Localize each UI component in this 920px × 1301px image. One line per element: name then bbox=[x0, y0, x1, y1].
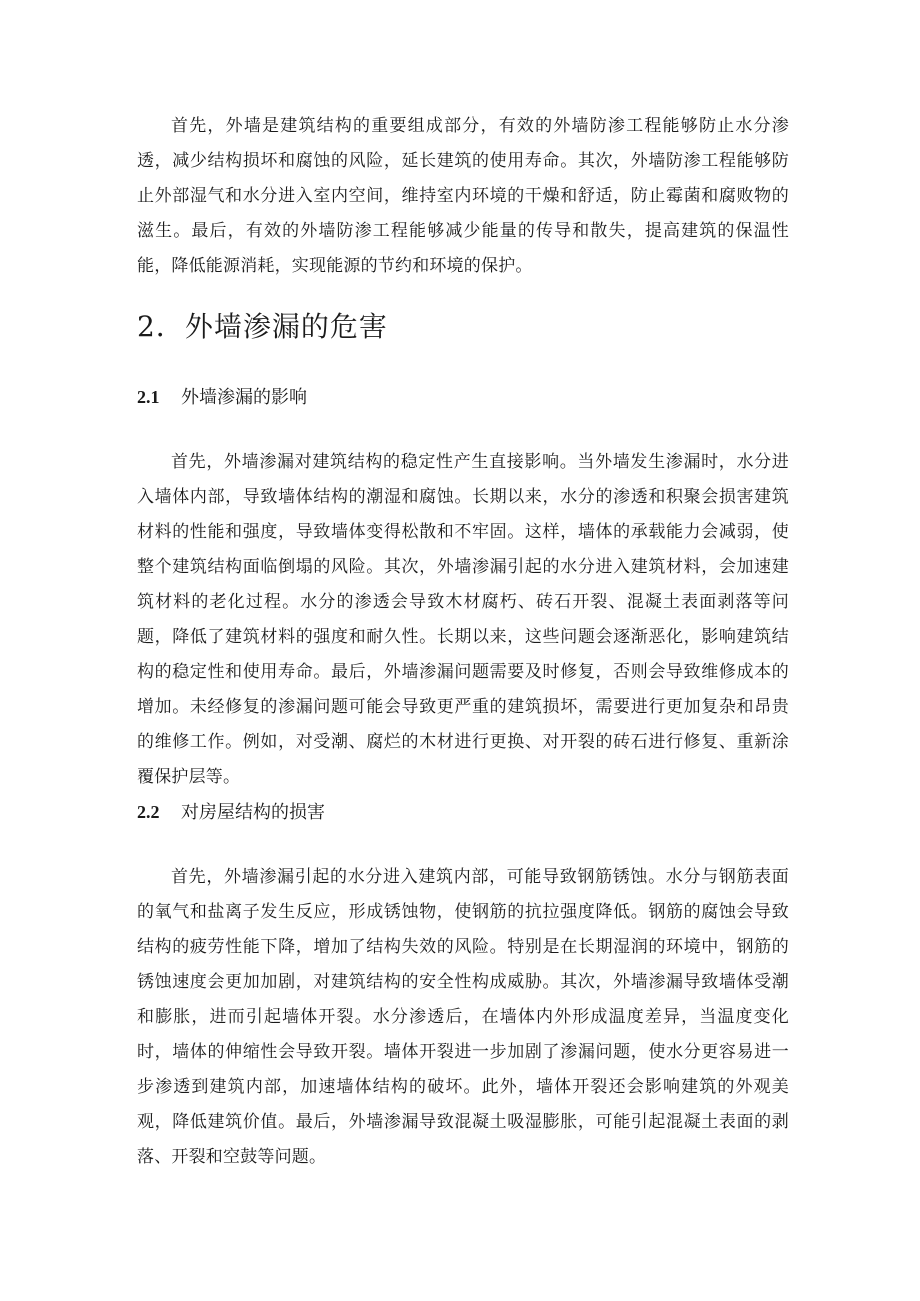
section-2-2-title: 对房屋结构的损害 bbox=[181, 802, 325, 823]
intro-paragraph: 首先，外墙是建筑结构的重要组成部分，有效的外墙防渗工程能够防止水分渗透，减少结构损坏和腐蚀的风险，延长建筑的使用寿命。其次，外墙防渗工程能够防止外部湿气和水分进入室内空间，维持室内环境的干燥和舒适，防止霉菌和腐败物的滋生。最后，有效的外墙防渗工程能够减少能量的传导和散失，提高建筑的保温性能，降低能源消耗，实现能源的节约和环境的保护。 bbox=[137, 116, 789, 276]
section-2-1-paragraph: 首先，外墙渗漏对建筑结构的稳定性产生直接影响。当外墙发生渗漏时，水分进入墙体内部，导致墙体结构的潮湿和腐蚀。长期以来，水分的渗透和积聚会损害建筑材料的性能和强度，导致墙体变得松散和不牢固。这样，墙体的承载能力会减弱，使整个建筑结构面临倒塌的风险。其次，外墙渗漏引起的水分进入建筑材料，会加速建筑材料的老化过程。水分的渗透会导致木材腐朽、砖石开裂、混凝土表面剥落等问题，降低了建筑材料的强度和耐久性。长期以来，这些问题会逐渐恶化，影响建筑结构的稳定性和使用寿命。最后，外墙渗漏问题需要及时修复，否则会导致维修成本的增加。未经修复的渗漏问题可能会导致更严重的建筑损坏，需要进行更加复杂和昂贵的维修工作。例如，对受潮、腐烂的木材进行更换、对开裂的砖石进行修复、重新涂覆保护层等。 bbox=[137, 452, 789, 787]
section-2-1-heading bbox=[137, 384, 307, 411]
section-2-2-number: 2.2 bbox=[137, 802, 160, 822]
section-2-1-title: 外墙渗漏的影响 bbox=[181, 387, 307, 408]
section-2-2-heading bbox=[137, 799, 325, 826]
section-2-2-paragraph: 首先，外墙渗漏引起的水分进入建筑内部，可能导致钢筋锈蚀。水分与钢筋表面的氧气和盐离子发生反应，形成锈蚀物，使钢筋的抗拉强度降低。钢筋的腐蚀会导致结构的疲劳性能下降，增加了结构失效的风险。特别是在长期湿润的环境中，钢筋的锈蚀速度会更加加剧，对建筑结构的安全性构成威胁。其次，外墙渗漏导致墙体受潮和膨胀，进而引起墙体开裂。水分渗透后，在墙体内外形成温度差异，当温度变化时，墙体的伸缩性会导致开裂。墙体开裂进一步加剧了渗漏问题，使水分更容易进一步渗透到建筑内部，加速墙体结构的破坏。此外，墙体开裂还会影响建筑的外观美观，降低建筑价值。最后，外墙渗漏导致混凝土吸湿膨胀，可能引起混凝土表面的剥落、开裂和空鼓等问题。 bbox=[137, 867, 789, 1167]
section-2-1-number: 2.1 bbox=[137, 387, 160, 407]
section-2-heading: 2．外墙渗漏的危害 bbox=[137, 310, 388, 343]
